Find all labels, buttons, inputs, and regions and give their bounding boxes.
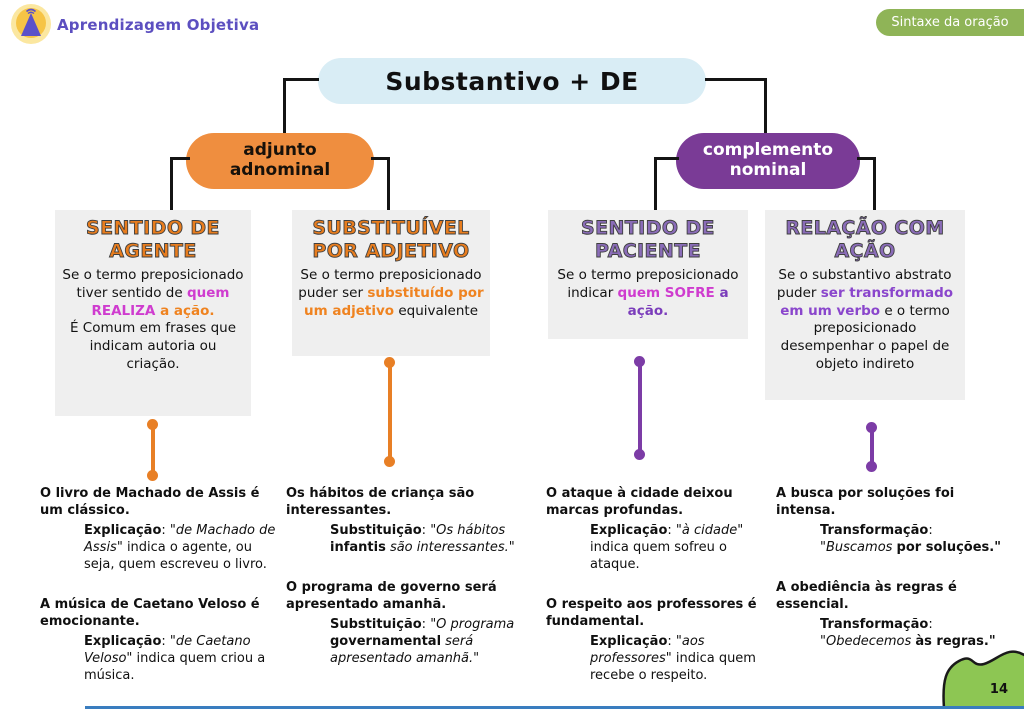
branch-label-line: adjunto <box>243 140 317 161</box>
text-segment: indica quem sofreu o ataque. <box>590 539 727 573</box>
heading-line: POR ADJETIVO <box>312 239 470 262</box>
example-sentence: O programa de governo será apresentado amanhã. <box>286 580 497 612</box>
heading-line: PACIENTE <box>595 239 701 262</box>
branch-node-adjunto-adnominal <box>186 133 374 189</box>
text-segment: a ação. <box>627 284 729 319</box>
examples-column-paciente <box>546 486 774 709</box>
text-segment: Se o termo preposicionado tiver sentido de <box>62 266 244 301</box>
example-block <box>40 486 277 573</box>
example-label: Explicação <box>590 522 668 538</box>
heading-line: SENTIDO DE <box>581 217 715 239</box>
heading-line: SUBSTITUÍVEL <box>312 217 470 239</box>
branch-label-line: adnominal <box>229 160 331 180</box>
example-label: Explicação <box>84 522 162 538</box>
text-segment: são interessantes." <box>385 539 515 555</box>
heading-line: AÇÃO <box>834 239 896 262</box>
text-segment: "aos professores" <box>590 634 705 667</box>
example-block <box>40 597 277 684</box>
example-sentence: Os hábitos de criança são interessantes. <box>286 486 475 518</box>
text-segment: : <box>421 522 431 538</box>
example-explanation <box>820 522 1008 556</box>
example-label: Explicação <box>590 634 668 650</box>
example-explanation <box>590 522 774 573</box>
example-block <box>776 486 1008 556</box>
text-segment: "de Machado de Assis" <box>84 522 276 555</box>
connector-complemento-left-drop <box>654 157 657 210</box>
example-sentence: A busca por soluções foi intensa. <box>776 486 955 518</box>
connector-adjunto-right-drop <box>387 157 390 210</box>
example-block <box>286 580 518 667</box>
heading-line: RELAÇÃO COM <box>785 217 945 239</box>
example-block <box>776 580 1008 650</box>
text-segment: : <box>928 616 933 632</box>
text-segment: substituído por um adjetivo <box>303 284 484 319</box>
connector-complemento-left <box>654 157 679 160</box>
text-segment: É Comum em frases que indicam autoria ou criação. <box>69 320 237 373</box>
category-heading <box>771 217 959 263</box>
text-segment: equivalente <box>394 302 479 319</box>
examples-column-substituivel <box>286 486 518 691</box>
example-sentence: A obediência às regras é essencial. <box>776 580 957 612</box>
text-segment: Se o termo preposicionado puder ser <box>298 266 482 301</box>
connector-root-right <box>705 78 767 81</box>
page-number: 14 <box>989 682 1008 697</box>
text-segment: indica quem criou a música. <box>84 651 266 684</box>
branch-node-complemento-nominal <box>676 133 860 189</box>
connector-root-right-drop <box>764 78 767 135</box>
branch-label-line: complemento <box>702 140 834 161</box>
brand-name: Aprendizagem Objetiva <box>57 16 260 34</box>
category-description <box>298 267 484 321</box>
connector-adjunto-left-drop <box>170 157 173 210</box>
heading-line: SENTIDO DE <box>86 217 220 239</box>
text-segment: Se o termo preposicionado indicar <box>557 266 739 301</box>
example-explanation <box>330 522 518 556</box>
text-segment: indica o agente, ou seja, quem escreveu o livro. <box>84 539 267 573</box>
example-block <box>286 486 518 556</box>
example-label: Transformação <box>820 616 929 632</box>
example-block <box>546 486 774 573</box>
example-sentence: O ataque à cidade deixou marcas profundas. <box>546 486 733 518</box>
category-box-sentido-de-agente <box>55 210 251 416</box>
example-sentence: O respeito aos professores é fundamental. <box>546 597 757 630</box>
text-segment: infantis <box>330 539 386 555</box>
example-explanation <box>84 633 277 684</box>
text-segment: ser transformado em um verbo <box>780 284 954 319</box>
text-segment: "Os hábitos <box>430 522 506 538</box>
category-box-relacao-com-acao <box>765 210 965 400</box>
example-label: Substituição <box>330 522 422 538</box>
root-node: Substantivo + DE <box>318 58 706 104</box>
heading-line: AGENTE <box>109 239 197 262</box>
text-segment: "de Caetano Veloso" <box>84 634 251 667</box>
text-segment: : <box>667 634 676 650</box>
category-box-substituivel-por-adjetivo <box>292 210 490 356</box>
examples-column-agente <box>40 486 277 709</box>
brand-logo-icon <box>10 3 52 45</box>
category-description <box>61 267 245 375</box>
topic-badge: Sintaxe da oração <box>876 9 1024 36</box>
category-box-sentido-de-paciente <box>548 210 748 339</box>
text-segment: e o termo preposicionado desempenhar o papel de objeto indireto <box>780 302 950 373</box>
category-heading <box>61 217 245 263</box>
text-segment: : <box>161 522 170 538</box>
example-label: Explicação <box>84 634 162 650</box>
example-label: Transformação <box>820 522 929 538</box>
category-heading <box>298 217 484 263</box>
text-segment: "à cidade" <box>675 522 744 538</box>
text-segment: por soluções." <box>896 539 1002 555</box>
example-block <box>546 597 774 684</box>
text-segment: : <box>928 522 933 538</box>
connector-root-left <box>283 78 319 81</box>
text-segment: indica quem recebe o respeito. <box>590 651 756 684</box>
text-segment: : <box>667 522 676 538</box>
category-description <box>771 267 959 375</box>
text-segment: : <box>421 616 431 632</box>
example-sentence: A música de Caetano Veloso é emocionante. <box>40 597 260 630</box>
text-segment: "Obedecemos <box>820 634 916 650</box>
text-segment: governamental <box>330 634 442 650</box>
connector-root-left-drop <box>283 78 286 135</box>
example-explanation <box>590 633 774 684</box>
connector-complemento-right-drop <box>873 157 876 210</box>
example-explanation <box>330 616 518 667</box>
text-segment: às regras." <box>915 634 996 650</box>
text-segment: "O programa <box>430 616 515 632</box>
example-sentence: O livro de Machado de Assis é um clássico. <box>40 486 260 518</box>
text-segment: a ação. <box>155 302 215 319</box>
branch-label-line: nominal <box>729 160 807 180</box>
page-corner-blob <box>934 644 1024 706</box>
example-label: Substituição <box>330 616 422 632</box>
text-segment: "Buscamos <box>820 539 897 555</box>
example-explanation <box>84 522 277 573</box>
connector-adjunto-left <box>170 157 190 160</box>
text-segment: quem REALIZA <box>91 284 230 319</box>
text-segment: será apresentado amanhã." <box>330 634 480 667</box>
category-heading <box>554 217 742 263</box>
text-segment: quem SOFRE <box>617 284 715 301</box>
category-description <box>554 267 742 321</box>
text-segment: : <box>161 634 170 650</box>
text-segment: Se o substantivo abstrato puder <box>776 266 952 301</box>
